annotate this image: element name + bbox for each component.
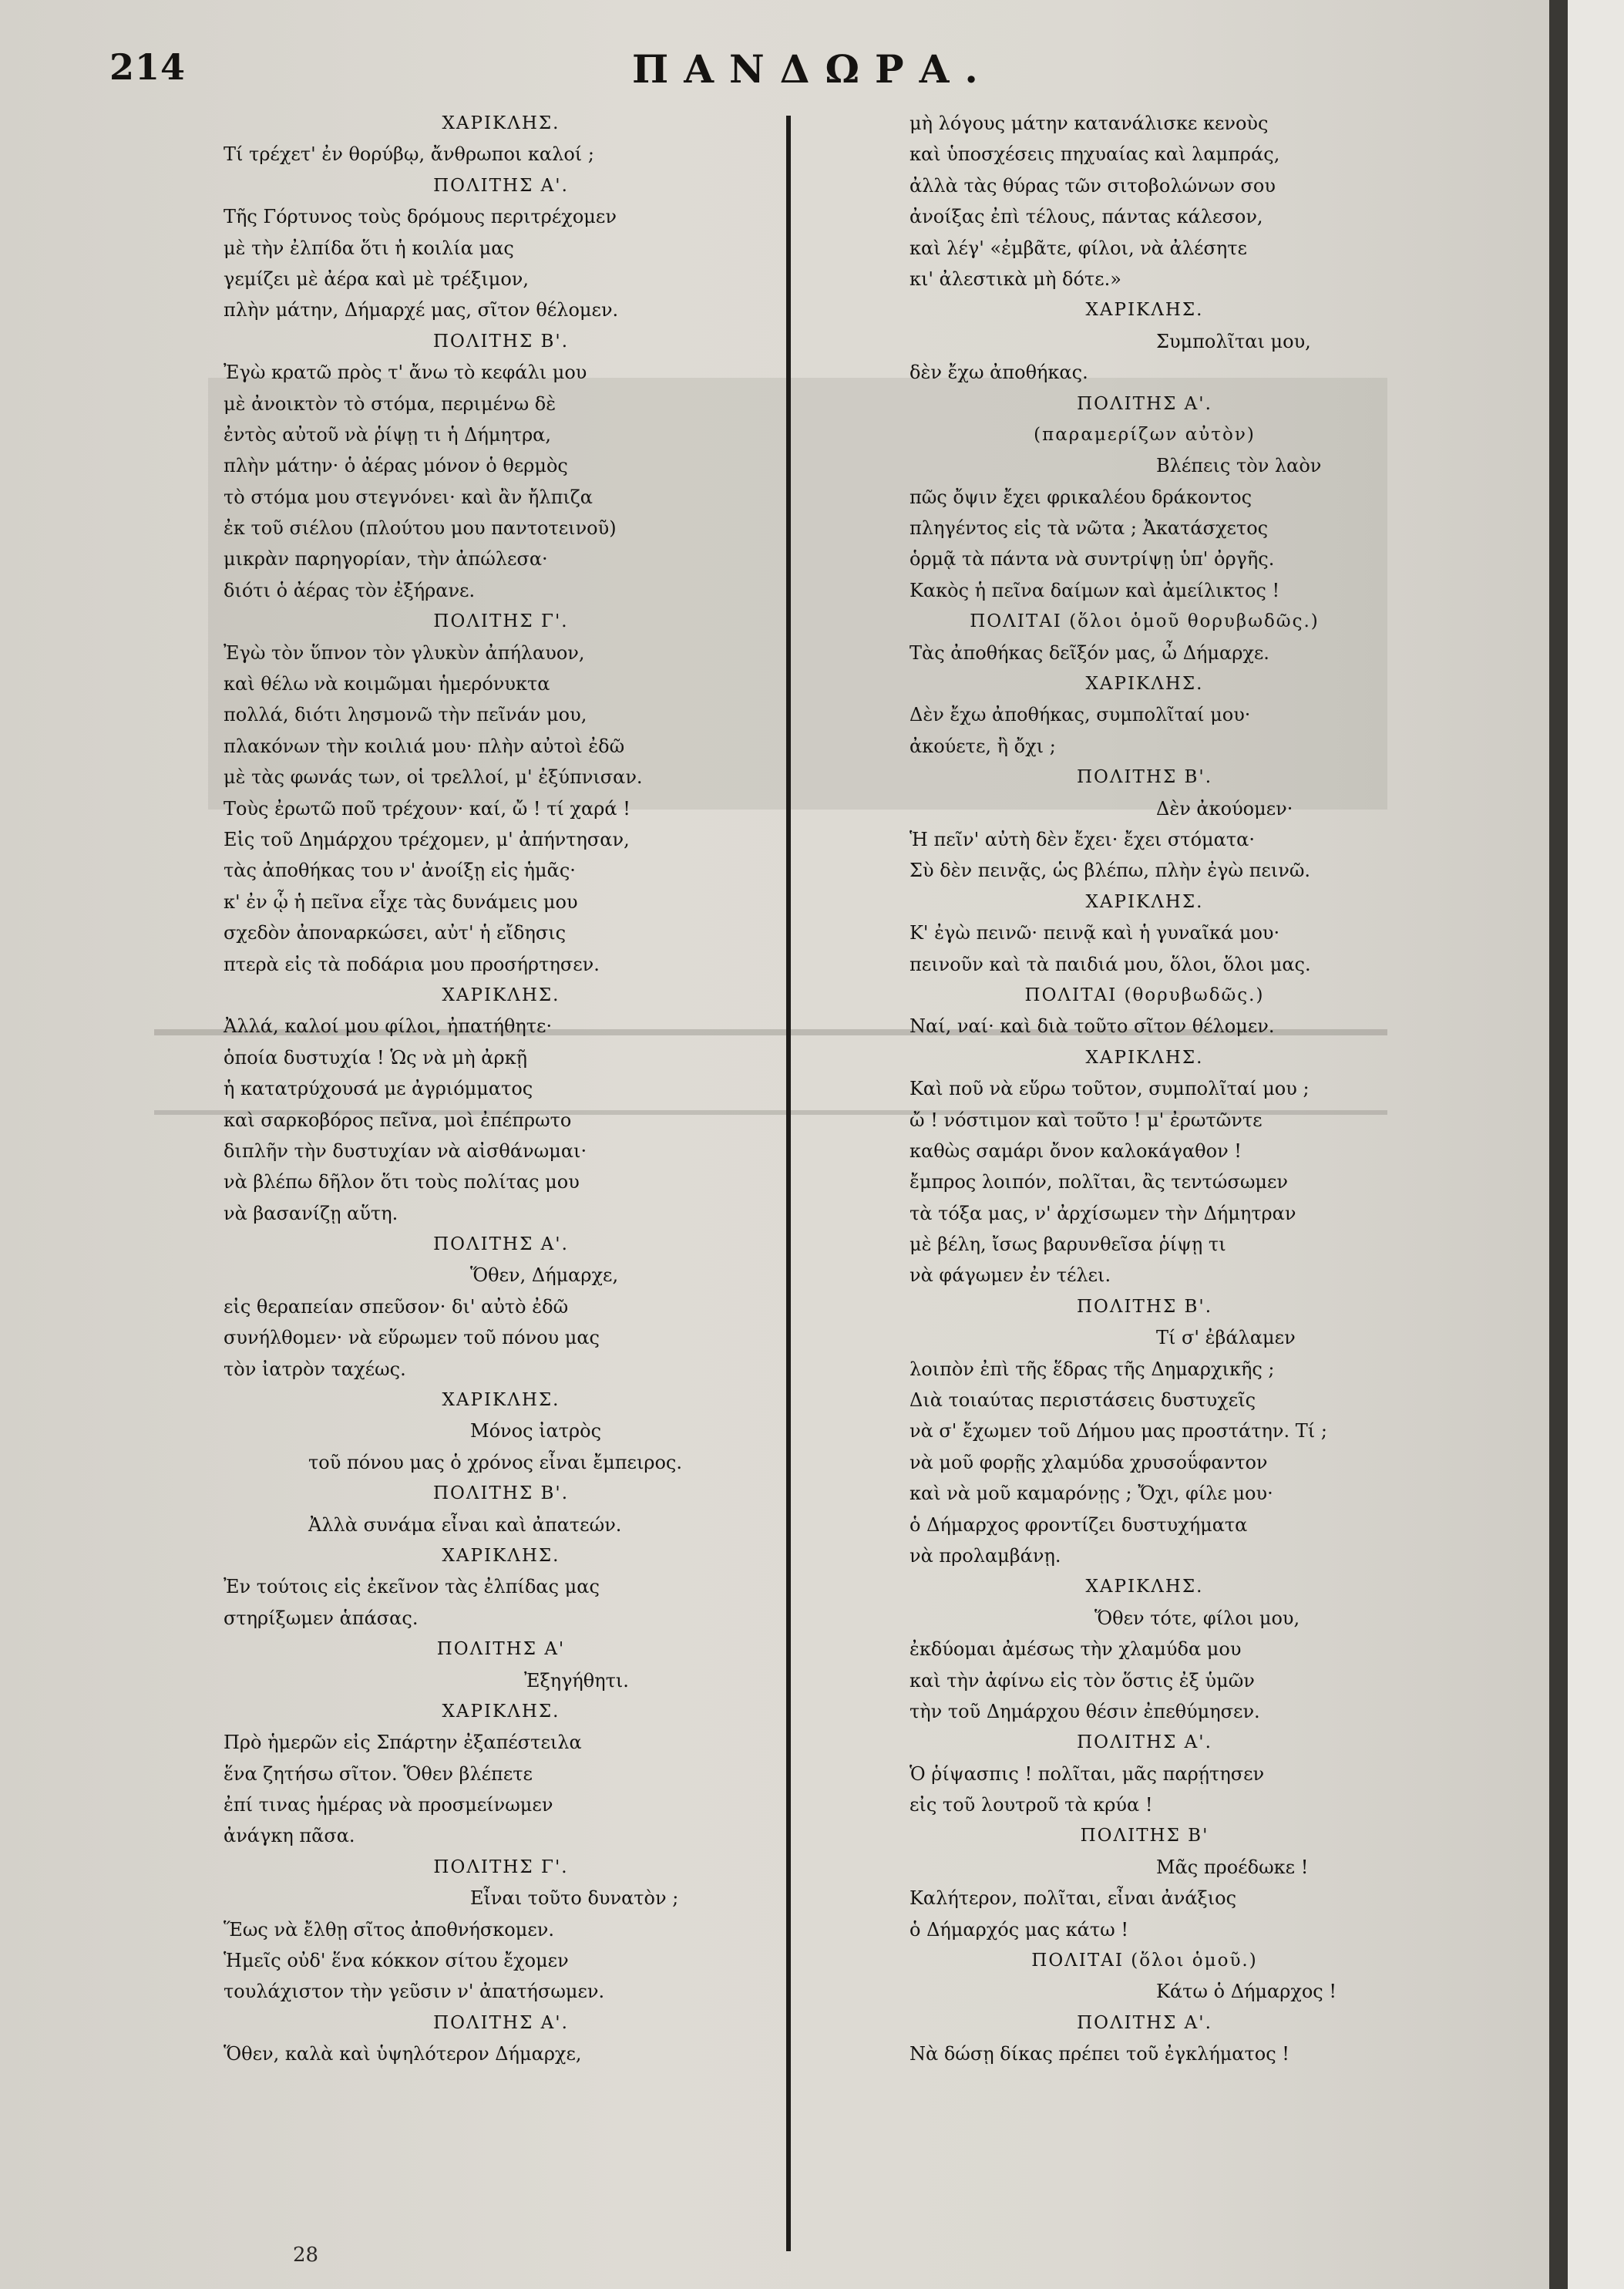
verse-line: Πρὸ ἡμερῶν εἰς Σπάρτην ἐξαπέστειλα bbox=[224, 1732, 582, 1754]
speaker-heading: ΧΑΡΙΚΛΗΣ. bbox=[442, 113, 560, 133]
verse-line: πλὴν μάτην· ὁ ἀέρας μόνον ὁ θερμὸς bbox=[224, 455, 568, 477]
verse-line: τὴν τοῦ Δημάρχου θέσιν ἐπεθύμησεν. bbox=[910, 1700, 1260, 1722]
verse-line: Δὲν ἔχω ἀποθήκας, συμπολῖταί μου· bbox=[910, 704, 1251, 726]
verse-line: τοῦ πόνου μας ὁ χρόνος εἶναι ἔμπειρος. bbox=[308, 1451, 682, 1473]
verse-line: πῶς ὄψιν ἔχει φρικαλέου δράκοντος bbox=[910, 486, 1252, 508]
verse-line: Ὅθεν τότε, φίλοι μου, bbox=[1094, 1607, 1300, 1629]
verse-line: κι' ἀλεστικὰ μὴ δότε.» bbox=[910, 268, 1121, 290]
verse-line: Ἐγὼ τὸν ὕπνον τὸν γλυκὺν ἀπήλαυον, bbox=[224, 641, 585, 664]
verse-line: Συμπολῖται μου, bbox=[1156, 330, 1311, 352]
verse-line: τὸν ἰατρὸν ταχέως. bbox=[224, 1358, 406, 1380]
verse-line: Ὅθεν, Δήμαρχε, bbox=[470, 1264, 619, 1287]
verse-line: Ὁ ῥίψασπις ! πολῖται, μᾶς παρῄτησεν bbox=[910, 1762, 1265, 1785]
verse-line: ἀλλὰ τὰς θύρας τῶν σιτοβολώνων σου bbox=[910, 174, 1276, 197]
speaker-heading: ΠΟΛΙΤΗΣ Β'. bbox=[432, 1483, 570, 1504]
verse-line: ἐντὸς αὐτοῦ νὰ ῥίψῃ τι ἡ Δήμητρα, bbox=[224, 423, 552, 446]
verse-line: πλὴν μάτην, Δήμαρχέ μας, σῖτον θέλομεν. bbox=[224, 299, 619, 321]
verse-line: Τί τρέχετ' ἐν θορύβῳ, ἄνθρωποι καλοί ; bbox=[224, 143, 594, 166]
verse-line: ὁποία δυστυχία ! Ὡς νὰ μὴ ἀρκῇ bbox=[224, 1046, 527, 1069]
verse-line: μικρὰν παρηγορίαν, τὴν ἀπώλεσα· bbox=[224, 548, 548, 571]
speaker-heading: ΧΑΡΙΚΛΗΣ. bbox=[1085, 1577, 1204, 1597]
verse-line: δὲν ἔχω ἀποθήκας. bbox=[910, 362, 1088, 384]
verse-line: μὲ βέλη, ἴσως βαρυνθεῖσα ῥίψῃ τι bbox=[910, 1234, 1226, 1256]
verse-line: πτερὰ εἰς τὰ ποδάρια μου προσήρτησεν. bbox=[224, 953, 600, 975]
book-gutter bbox=[1549, 0, 1568, 2289]
verse-line: πεινοῦν καὶ τὰ παιδιά μου, ὅλοι, ὅλοι μας. bbox=[910, 953, 1311, 975]
speaker-heading: ΠΟΛΙΤΗΣ Α'. bbox=[433, 175, 569, 196]
verse-line: νὰ σ' ἔχωμεν τοῦ Δήμου μας προστάτην. Τί ; bbox=[910, 1420, 1327, 1442]
verse-line: γεμίζει μὲ ἀέρα καὶ μὲ τρέξιμον, bbox=[224, 268, 530, 290]
verse-line: Κακὸς ἡ πεῖνα δαίμων καὶ ἀμείλικτος ! bbox=[910, 579, 1280, 601]
verse-line: τὰ τόξα μας, ν' ἀρχίσωμεν τὴν Δήμητραν bbox=[910, 1202, 1296, 1224]
verse-line: σχεδὸν ἀποναρκώσει, αὐτ' ἡ εἴδησις bbox=[224, 922, 567, 944]
verse-line: ἐκδύομαι ἀμέσως τὴν χλαμύδα μου bbox=[910, 1638, 1242, 1661]
speaker-heading: ΠΟΛΙΤΗΣ Β'. bbox=[432, 331, 570, 352]
speaker-heading: ΠΟΛΙΤΗΣ Β' bbox=[1080, 1826, 1209, 1846]
speaker-heading: ΧΑΡΙΚΛΗΣ. bbox=[442, 1701, 560, 1722]
verse-line: Μόνος ἰατρὸς bbox=[470, 1420, 602, 1442]
speaker-heading: ΠΟΛΙΤΑΙ (ὅλοι ὁμοῦ.) bbox=[1031, 1951, 1258, 1971]
speaker-heading: (παραμερίζων αὐτὸν) bbox=[1034, 424, 1256, 445]
verse-line: τὸ στόμα μου στεγνόνει· καὶ ἂν ἤλπιζα bbox=[224, 486, 593, 508]
verse-line: ὁ Δήμαρχός μας κάτω ! bbox=[910, 1918, 1128, 1941]
verse-line: εἰς τοῦ λουτροῦ τὰ κρύα ! bbox=[910, 1794, 1153, 1816]
verse-line: ὁρμᾷ τὰ πάντα νὰ συντρίψῃ ὑπ' ὀργῆς. bbox=[910, 548, 1275, 571]
verse-line: Ἀλλά, καλοί μου φίλοι, ἠπατήθητε· bbox=[224, 1015, 553, 1038]
outer-margin bbox=[1568, 0, 1624, 2289]
verse-line: μὲ ἀνοικτὸν τὸ στόμα, περιμένω δὲ bbox=[224, 392, 556, 415]
signature-mark: 28 bbox=[293, 2244, 319, 2267]
verse-line: τὰς ἀποθήκας του ν' ἀνοίξῃ εἰς ἡμᾶς· bbox=[224, 860, 576, 882]
speaker-heading: ΠΟΛΙΤΗΣ Γ'. bbox=[433, 1856, 569, 1877]
speaker-heading: ΧΑΡΙΚΛΗΣ. bbox=[1085, 1047, 1204, 1068]
verse-line: συνήλθομεν· νὰ εὕρωμεν τοῦ πόνου μας bbox=[224, 1327, 600, 1349]
verse-line: ἀκούετε, ἢ ὄχι ; bbox=[910, 735, 1056, 757]
speaker-heading: ΧΑΡΙΚΛΗΣ. bbox=[1085, 891, 1204, 912]
verse-line: ἡ κατατρύχουσά με ἀγριόμματος bbox=[224, 1078, 533, 1100]
page-number: 214 bbox=[109, 46, 187, 88]
verse-line: καὶ λέγ' «ἐμβᾶτε, φίλοι, νὰ ἀλέσητε bbox=[910, 237, 1247, 259]
verse-line: Κάτω ὁ Δήμαρχος ! bbox=[1156, 1981, 1337, 2003]
column-rule bbox=[786, 116, 791, 2251]
verse-line: Ἡμεῖς οὐδ' ἕνα κόκκον σίτου ἔχομεν bbox=[224, 1950, 569, 1972]
speaker-heading: ΠΟΛΙΤΗΣ Α' bbox=[436, 1639, 566, 1660]
verse-line: Ὅθεν, καλὰ καὶ ὑψηλότερον Δήμαρχε, bbox=[224, 2043, 582, 2065]
verse-line: ἔμπρος λοιπόν, πολῖται, ἂς τεντώσωμεν bbox=[910, 1171, 1289, 1193]
verse-line: ἀνοίξας ἐπὶ τέλους, πάντας κάλεσον, bbox=[910, 206, 1263, 228]
verse-line: ἐπί τινας ἡμέρας νὰ προσμείνωμεν bbox=[224, 1794, 553, 1816]
speaker-heading: ΠΟΛΙΤΑΙ (θορυβωδῶς.) bbox=[1024, 985, 1265, 1005]
verse-line: νὰ βασανίζῃ αὕτη. bbox=[224, 1202, 398, 1224]
verse-line: Εἰς τοῦ Δημάρχου τρέχομεν, μ' ἀπήντησαν, bbox=[224, 828, 630, 850]
verse-line: ἕνα ζητήσω σῖτον. Ὅθεν βλέπετε bbox=[224, 1762, 533, 1785]
verse-line: πολλά, διότι λησμονῶ τὴν πεῖνάν μου, bbox=[224, 704, 587, 726]
speaker-heading: ΧΑΡΙΚΛΗΣ. bbox=[442, 1390, 560, 1411]
verse-line: διπλῆν τὴν δυστυχίαν νὰ αἰσθάνωμαι· bbox=[224, 1139, 587, 1162]
verse-line: τουλάχιστον τὴν γεῦσιν ν' ἀπατήσωμεν. bbox=[224, 1981, 605, 2003]
speaker-heading: ΧΑΡΙΚΛΗΣ. bbox=[442, 985, 560, 1005]
verse-line: Ἐν τούτοις εἰς ἐκεῖνον τὰς ἐλπίδας μας bbox=[224, 1576, 600, 1598]
verse-line: μὲ τὰς φωνάς των, οἱ τρελλοί, μ' ἐξύπνισαν. bbox=[224, 766, 643, 789]
verse-line: στηρίξωμεν ἁπάσας. bbox=[224, 1607, 419, 1629]
verse-line: ὁ Δήμαρχος φροντίζει δυστυχήματα bbox=[910, 1513, 1248, 1536]
page-header bbox=[0, 46, 1542, 100]
verse-line: νὰ φάγωμεν ἐν τέλει. bbox=[910, 1264, 1111, 1287]
verse-line: Διὰ τοιαύτας περιστάσεις δυστυχεῖς bbox=[910, 1389, 1256, 1412]
verse-line: νὰ μοῦ φορῇς χλαμύδα χρυσοΰφαντον bbox=[910, 1451, 1268, 1473]
verse-line: Τοὺς ἐρωτῶ ποῦ τρέχουν· καί, ὤ ! τί χαρά ! bbox=[224, 797, 630, 820]
verse-line: εἰς θεραπείαν σπεῦσον· δι' αὐτὸ ἐδῶ bbox=[224, 1295, 569, 1318]
verse-line: καὶ ὑποσχέσεις πηχυαίας καὶ λαμπράς, bbox=[910, 143, 1280, 166]
verse-line: Ἐγὼ κρατῶ πρὸς τ' ἄνω τὸ κεφάλι μου bbox=[224, 362, 587, 384]
speaker-heading: ΠΟΛΙΤΗΣ Γ'. bbox=[433, 611, 569, 632]
speaker-heading: ΠΟΛΙΤΗΣ Α'. bbox=[433, 2012, 569, 2033]
verse-line: Δὲν ἀκούομεν· bbox=[1156, 797, 1293, 820]
verse-line: κ' ἐν ᾧ ἡ πεῖνα εἶχε τὰς δυνάμεις μου bbox=[224, 890, 578, 913]
verse-line: πληγέντος εἰς τὰ νῶτα ; Ἀκατάσχετος bbox=[910, 517, 1269, 540]
verse-line: Μᾶς προέδωκε ! bbox=[1156, 1856, 1309, 1878]
verse-line: καθὼς σαμάρι ὄνον καλοκάγαθον ! bbox=[910, 1139, 1242, 1162]
verse-line: Εἶναι τοῦτο δυνατὸν ; bbox=[470, 1887, 679, 1910]
verse-line: λοιπὸν ἐπὶ τῆς ἕδρας τῆς Δημαρχικῆς ; bbox=[910, 1358, 1275, 1380]
verse-line: νὰ προλαμβάνῃ. bbox=[910, 1544, 1061, 1567]
verse-line: Ἕως νὰ ἔλθῃ σῖτος ἀποθνήσκομεν. bbox=[224, 1918, 554, 1941]
speaker-heading: ΠΟΛΙΤΗΣ Α'. bbox=[1077, 393, 1212, 414]
verse-line: διότι ὁ ἀέρας τὸν ἐξήρανε. bbox=[224, 579, 476, 601]
verse-line: καὶ σαρκοβόρος πεῖνα, μοὶ ἐπέπρωτο bbox=[224, 1109, 572, 1131]
speaker-heading: ΠΟΛΙΤΗΣ Α'. bbox=[1077, 1732, 1212, 1753]
verse-line: Ἀλλὰ συνάμα εἶναι καὶ ἀπατεών. bbox=[308, 1513, 622, 1536]
speaker-heading: ΠΟΛΙΤΗΣ Β'. bbox=[1076, 1296, 1213, 1317]
verse-line: Τί σ' ἐβάλαμεν bbox=[1156, 1327, 1296, 1349]
running-title: ΠΑΝΔΩΡΑ. bbox=[632, 46, 994, 92]
verse-line: καὶ τὴν ἀφίνω εἰς τὸν ὅστις ἐξ ὑμῶν bbox=[910, 1669, 1255, 1692]
verse-line: Ναί, ναί· καὶ διὰ τοῦτο σῖτον θέλομεν. bbox=[910, 1015, 1275, 1038]
verse-line: ἀνάγκη πᾶσα. bbox=[224, 1825, 355, 1847]
left-column bbox=[216, 108, 786, 2070]
verse-line: Ἐξηγήθητι. bbox=[524, 1669, 629, 1692]
verse-line: Βλέπεις τὸν λαὸν bbox=[1156, 455, 1322, 477]
verse-line: Τὰς ἀποθήκας δεῖξόν μας, ὦ Δήμαρχε. bbox=[910, 641, 1269, 664]
verse-line: ὤ ! νόστιμον καὶ τοῦτο ! μ' ἐρωτῶντε bbox=[910, 1109, 1263, 1131]
verse-line: νὰ βλέπω δῆλον ὅτι τοὺς πολίτας μου bbox=[224, 1171, 580, 1193]
speaker-heading: ΠΟΛΙΤΗΣ Β'. bbox=[1076, 767, 1213, 788]
right-column bbox=[902, 108, 1387, 2070]
verse-line: μὲ τὴν ἐλπίδα ὅτι ἡ κοιλία μας bbox=[224, 237, 514, 259]
speaker-heading: ΧΑΡΙΚΛΗΣ. bbox=[1085, 300, 1204, 321]
speaker-heading: ΠΟΛΙΤΑΙ (ὅλοι ὁμοῦ θορυβωδῶς.) bbox=[970, 611, 1320, 632]
verse-line: Σὺ δὲν πεινᾷς, ὡς βλέπω, πλὴν ἐγὼ πεινῶ. bbox=[910, 860, 1311, 882]
verse-line: πλακόνων τὴν κοιλιά μου· πλὴν αὐτοὶ ἐδῶ bbox=[224, 735, 625, 757]
verse-line: Κ' ἐγὼ πεινῶ· πεινᾷ καὶ ἡ γυναῖκά μου· bbox=[910, 922, 1280, 944]
speaker-heading: ΧΑΡΙΚΛΗΣ. bbox=[442, 1545, 560, 1566]
verse-line: Τῆς Γόρτυνος τοὺς δρόμους περιτρέχομεν bbox=[224, 206, 617, 228]
verse-line: καὶ θέλω νὰ κοιμῶμαι ἡμερόνυκτα bbox=[224, 673, 550, 695]
verse-line: Καὶ ποῦ νὰ εὕρω τοῦτον, συμπολῖταί μου ; bbox=[910, 1078, 1310, 1100]
verse-line: Νὰ δώσῃ δίκας πρέπει τοῦ ἐγκλήματος ! bbox=[910, 2043, 1289, 2065]
verse-line: Ἡ πεῖν' αὐτὴ δὲν ἔχει· ἔχει στόματα· bbox=[910, 828, 1255, 850]
verse-line: Καλήτερον, πολῖται, εἶναι ἀνάξιος bbox=[910, 1887, 1237, 1910]
verse-line: καὶ νὰ μοῦ καμαρόνῃς ; Ὄχι, φίλε μου· bbox=[910, 1483, 1273, 1505]
verse-line: μὴ λόγους μάτην κατανάλισκε κενοὺς bbox=[910, 113, 1269, 134]
verse-line: ἐκ τοῦ σιέλου (πλούτου μου παντοτεινοῦ) bbox=[224, 517, 617, 540]
speaker-heading: ΧΑΡΙΚΛΗΣ. bbox=[1085, 674, 1204, 695]
speaker-heading: ΠΟΛΙΤΗΣ Α'. bbox=[1077, 2012, 1212, 2033]
speaker-heading: ΠΟΛΙΤΗΣ Α'. bbox=[433, 1234, 569, 1255]
